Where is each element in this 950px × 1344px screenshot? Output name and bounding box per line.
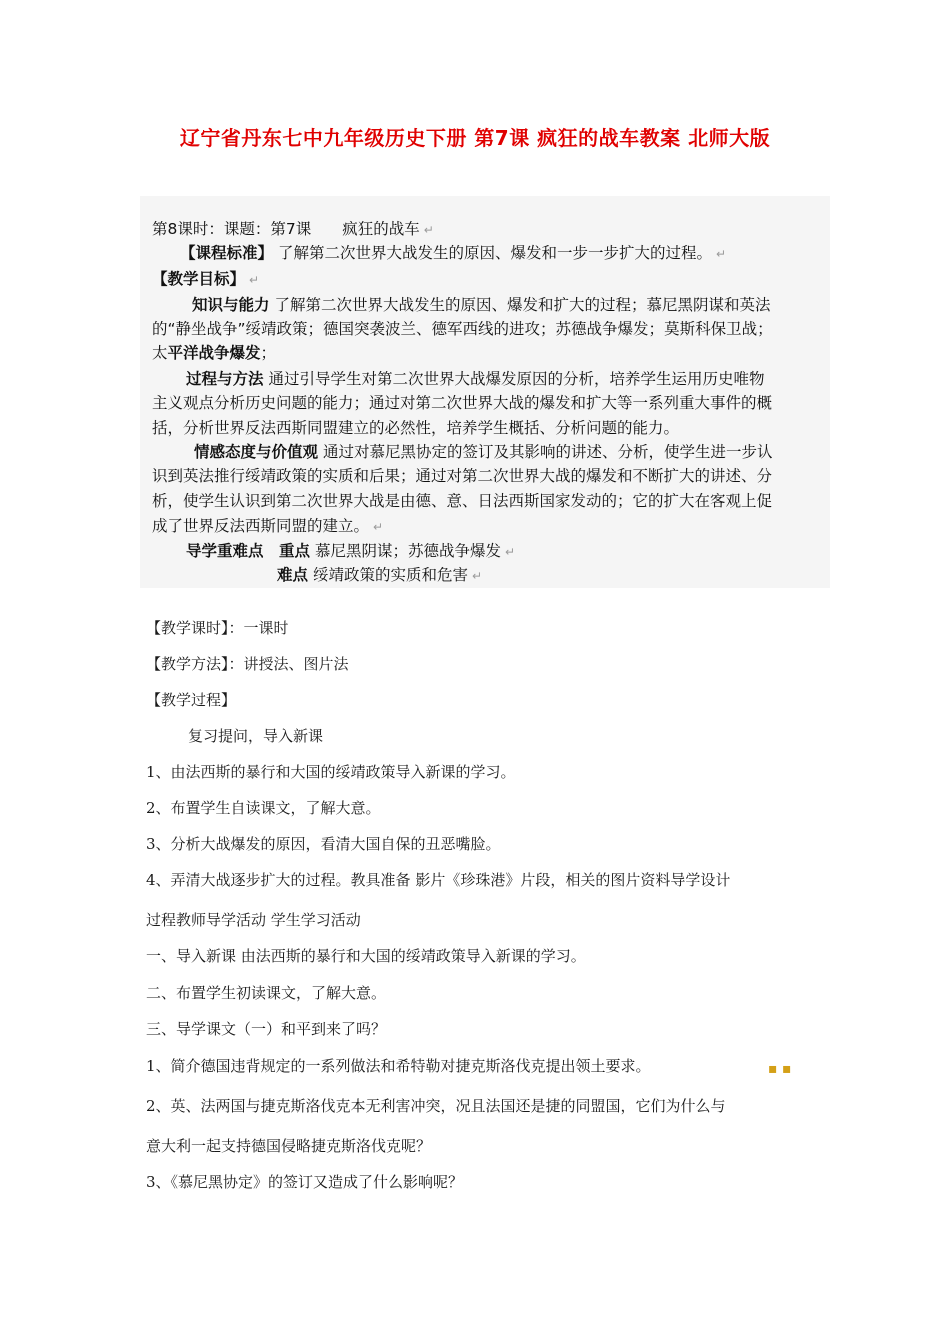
scan-line-process-cont: 主义观点分析历史问题的能力；通过对第二次世界大战的爆发和扩大等一系列重大事件的概 (152, 394, 773, 412)
scan-line-standard (180, 242, 726, 265)
section-two: 二、布置学生初读课文，了解大意。 (146, 984, 387, 1002)
pacific-war-text: 平洋战争爆发 (167, 344, 261, 362)
teaching-method: 【教学方法】：讲授法、图片法 (146, 655, 349, 673)
question-3: 3、《慕尼黑协定》的签订又造成了什么影响呢？ (146, 1173, 464, 1191)
scan-line-pacific (152, 342, 276, 364)
scan-line-difficult-points (277, 564, 482, 587)
lesson-hours: 【教学课时】：一课时 (146, 619, 289, 637)
scan-line-attitude-cont2: 析，使学生认识到第二次世界大战是由德、意、日法西斯国家发动的；它的扩大在客观上促 (152, 492, 773, 510)
attitude-label: 情感态度与价值观 (194, 443, 319, 461)
return-mark-icon: ↵ (373, 520, 384, 534)
knowledge-text: 了解第二次世界大战发生的原因、爆发和扩大的过程；慕尼黑阴谋和英法 (269, 296, 771, 314)
document-title: 辽宁省丹东七中九年级历史下册 第7课 疯狂的战车教案 北师大版 (179, 126, 771, 150)
teaching-process-heading: 【教学过程】 (146, 691, 237, 709)
attitude-end-text: 成了世界反法西斯同盟的建立。 (152, 517, 370, 535)
pacific-suffix: ； (260, 344, 277, 362)
question-2: 2、英、法两国与捷克斯洛伐克本无利害冲突，况且法国还是捷的同盟国，它们为什么与 (146, 1097, 726, 1115)
pacific-prefix: 太 (152, 344, 168, 362)
return-mark-icon: ↵ (423, 223, 434, 237)
step-1: 1、由法西斯的暴行和大国的绥靖政策导入新课的学习。 (146, 763, 516, 781)
standard-label: 【课程标准】 (180, 244, 274, 262)
section-three: 三、导学课文（一）和平到来了吗？ (146, 1020, 387, 1038)
difficult-text: 绥靖政策的实质和危害 (308, 566, 468, 584)
question-1: 1、简介德国违背规定的一系列做法和希特勒对捷克斯洛伐克提出领土要求。 (146, 1057, 651, 1075)
return-mark-icon: ↵ (504, 545, 516, 559)
review-intro: 复习提问，导入新课 (188, 727, 324, 745)
scan-line-key-points (186, 540, 515, 563)
step-3: 3、分析大战爆发的原因，看清大国自保的丑恶嘴脸。 (146, 835, 501, 853)
activity-columns: 过程教师导学活动 学生学习活动 (146, 911, 361, 929)
process-text: 通过引导学生对第二次世界大战爆发原因的分析，培养学生运用历史唯物 (263, 370, 765, 388)
scan-line-knowledge (192, 294, 770, 316)
return-mark-icon: ↵ (249, 273, 260, 287)
scan-line-process (186, 368, 764, 390)
lesson-heading: 第8课时：课题：第7课 疯狂的战车 (152, 220, 420, 238)
decorative-dots: ▪ ▪ (768, 1061, 792, 1077)
process-label: 过程与方法 (186, 370, 264, 388)
scanned-lesson-image (140, 196, 830, 588)
scan-line-attitude-cont3 (152, 515, 383, 538)
scan-line-attitude-cont: 识到英法推行绥靖政策的实质和后果；通过对第二次世界大战的爆发和不断扩大的讲述、分 (152, 467, 773, 485)
knowledge-label: 知识与能力 (192, 296, 270, 314)
step-2: 2、布置学生自读课文，了解大意。 (146, 799, 381, 817)
scan-line-lesson (152, 218, 434, 241)
scan-line-objectives (152, 268, 259, 291)
standard-text: 了解第二次世界大战发生的原因、爆发和一步一步扩大的过程。 (273, 244, 712, 262)
return-mark-icon: ↵ (715, 247, 727, 261)
objectives-label: 【教学目标】 (152, 270, 246, 288)
section-one: 一、导入新课 由法西斯的暴行和大国的绥靖政策导入新课的学习。 (146, 947, 586, 965)
scan-line-attitude (194, 441, 772, 463)
key-points-text: 慕尼黑阴谋；苏德战争爆发 (310, 542, 501, 560)
question-2-cont: 意大利一起支持德国侵略捷克斯洛伐克呢？ (146, 1137, 432, 1155)
scan-line-process-cont2: 括，分析世界反法西斯同盟建立的必然性，培养学生概括、分析问题的能力。 (152, 419, 680, 437)
step-4: 4、弄清大战逐步扩大的过程。教具准备 影片《珍珠港》片段，相关的图片资料导学设计 (146, 871, 731, 889)
difficult-label: 难点 (277, 566, 309, 584)
scan-line-knowledge-cont: 的“静坐战争”绥靖政策；德国突袭波兰、德军西线的进攻；苏德战争爆发；莫斯科保卫战； (152, 320, 773, 338)
return-mark-icon: ↵ (471, 569, 483, 583)
key-points-label: 导学重难点 重点 (186, 542, 311, 560)
attitude-text: 通过对慕尼黑协定的签订及其影响的讲述、分析，使学生进一步认 (318, 443, 773, 461)
